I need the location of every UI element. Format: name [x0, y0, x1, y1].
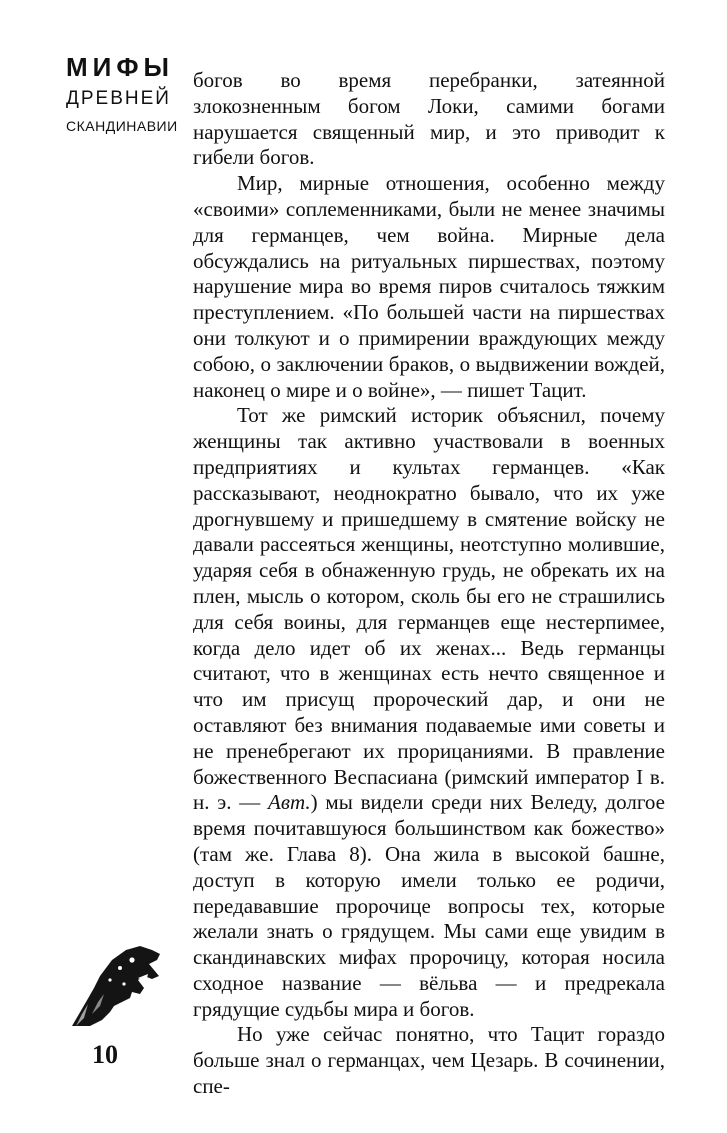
- paragraph-3: [193, 403, 665, 1022]
- paragraph-3-part-2: ) мы видели среди них Веледу, долгое время почитавшуюся большинством как божество» (там же. Глава 8). Она жила в высокой башне, доступ в которую имели только ее родичи, передававшие пророчице вопросы тех, которые желали знать о грядущем. Мы сами еще увидим в скандинавских мифах пророчицу, которая носила сходное название — вёльва — и предрекала грядущие судьбы мира и богов.: [193, 790, 665, 1021]
- page-number: 10: [92, 1040, 118, 1069]
- paragraph-4: Но уже сейчас понятно, что Тацит гораздо больше знал о германцах, чем Цезарь. В сочинении, спе-: [193, 1022, 665, 1099]
- paragraph-1: богов во время перебранки, затеянной злокозненным богом Локи, самими богами нарушается священный мир, и это приводит к гибели богов.: [193, 68, 665, 170]
- dragon-head-icon: [64, 940, 169, 1030]
- series-title-line3: СКАНДИНАВИИ: [66, 118, 178, 134]
- paragraph-3-part-1: Тот же римский историк объяснил, почему женщины так активно участвовали в военных предприятиях и культах германцев. «Как рассказывают, неоднократно бывало, что их уже дрогнувшему и пришедшему в смятение войску не давали рассеяться женщины, неотступно молившие, ударяя себя в обнаженную грудь, не обрекать их на плен, мысль о котором, сколь бы его не страшились для себя воины, для германцев еще нестерпимее, когда дело идет об их женах... Ведь германцы считают, что в женщинах есть нечто священное и что им присущ пророческий дар, и они не оставляют без внимания подаваемые ими советы и не пренебрегают их прорицаниями. В правление божественного Веспасиана (римский император I в. н. э. —: [193, 403, 665, 815]
- series-title-line1: МИФЫ: [66, 52, 174, 82]
- body-text: [193, 68, 665, 1100]
- paragraph-2: Мир, мирные отношения, особенно между «своими» соплеменниками, были не менее значимы для германцев, чем война. Мирные дела обсуждались на ритуальных пиршествах, поэтому нарушение мира во время пиров считалось тяжким преступлением. «По большей части на пиршествах они толкуют и о примирении враждующих между собою, о заключении браков, о выдвижении вождей, наконец о мире и о войне», — пишет Тацит.: [193, 171, 665, 402]
- author-note: Авт.: [268, 790, 311, 815]
- page-sidebar: [0, 0, 178, 1133]
- series-title-line2: ДРЕВНЕЙ: [66, 88, 171, 109]
